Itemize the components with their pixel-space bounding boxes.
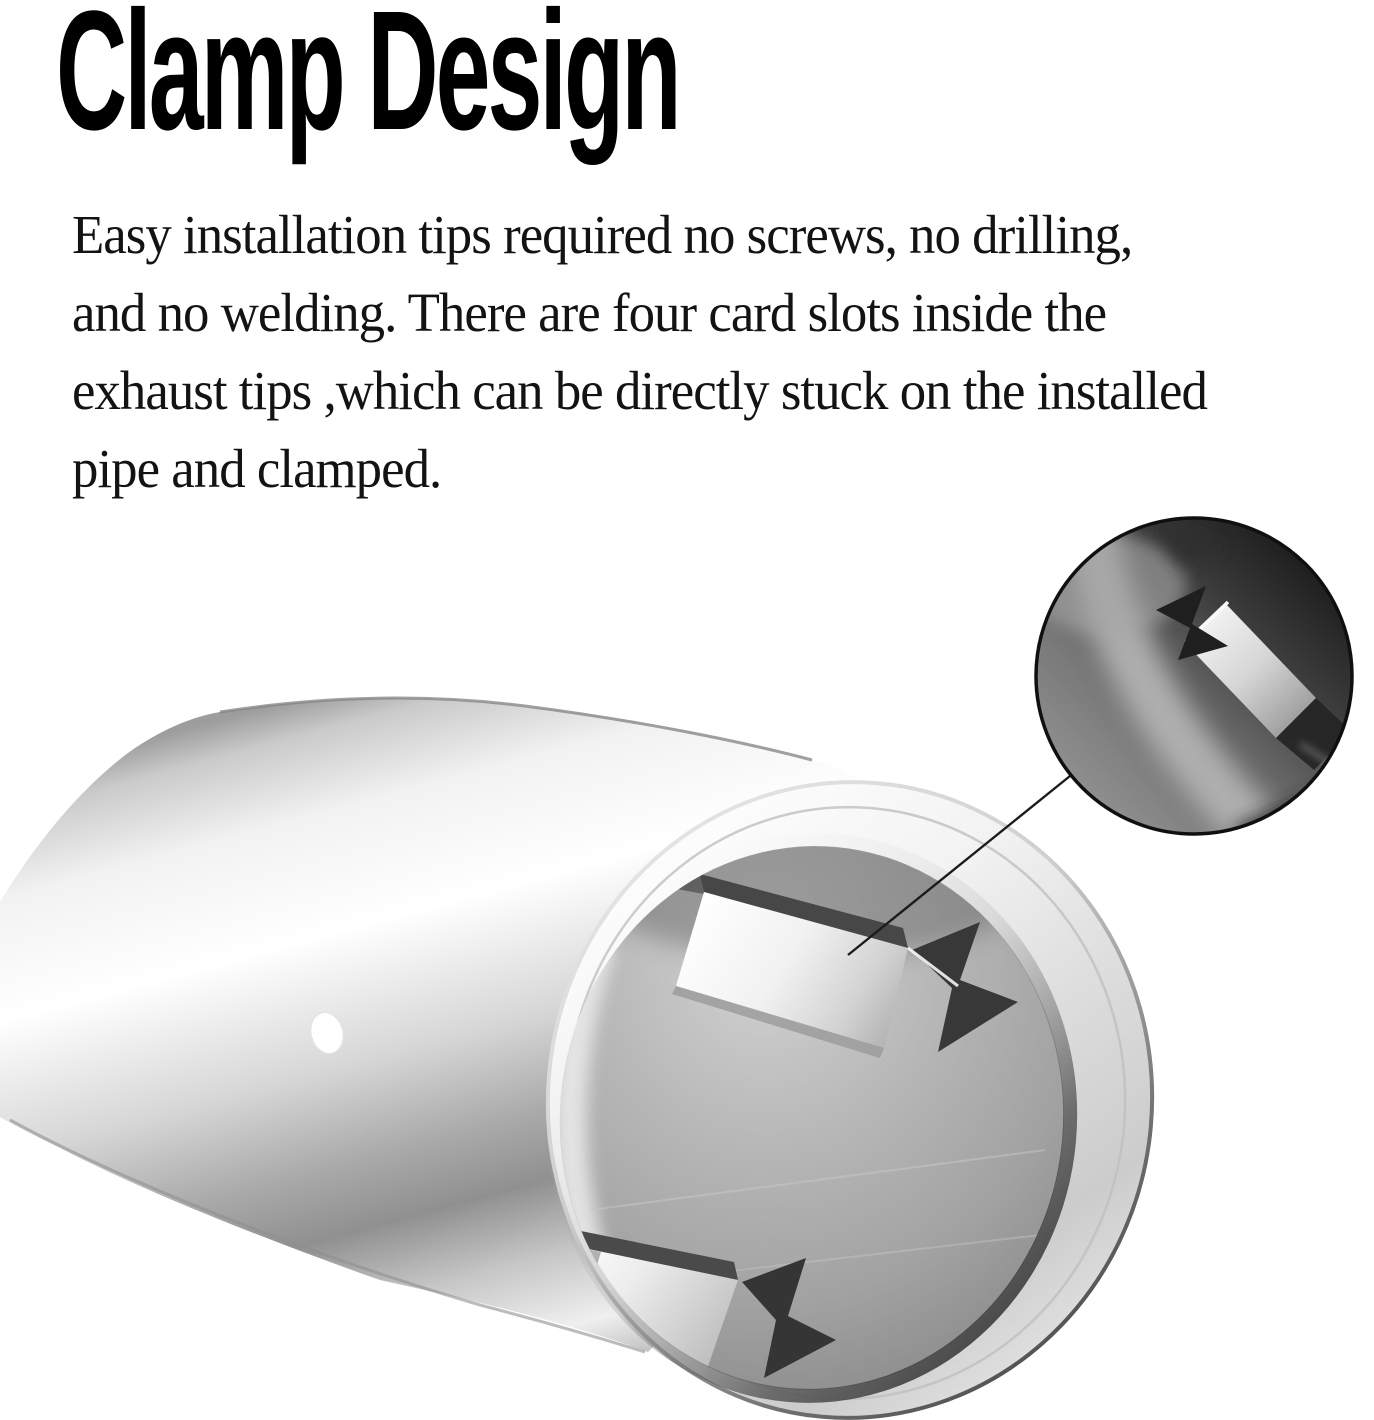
page-title: Clamp Design bbox=[56, 0, 679, 166]
zoom-inset-circle bbox=[1030, 518, 1352, 838]
description-line: pipe and clamped. bbox=[72, 438, 442, 499]
description-paragraph bbox=[72, 196, 1207, 508]
description-line: exhaust tips ,which can be directly stuck on the installed bbox=[72, 360, 1207, 421]
exhaust-tip-photo bbox=[0, 698, 1179, 1420]
description-line: Easy installation tips required no screws, no drilling, bbox=[72, 204, 1133, 265]
description-line: and no welding. There are four card slots inside the bbox=[72, 282, 1107, 343]
